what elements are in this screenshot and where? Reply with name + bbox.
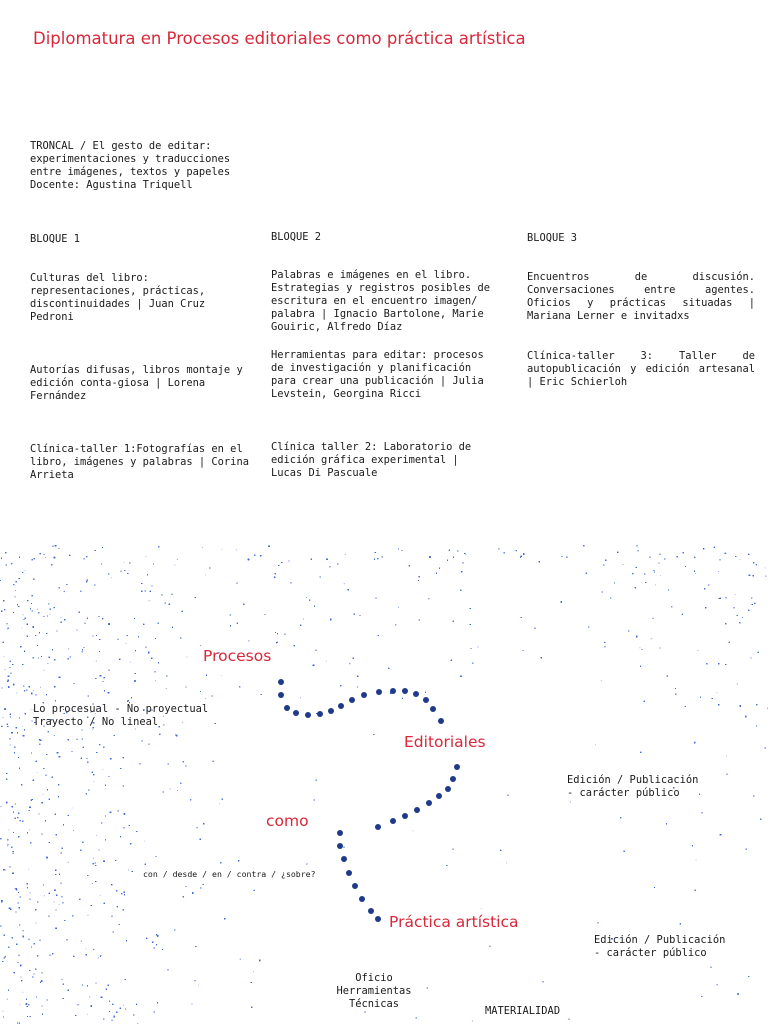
bloque-2-item: Herramientas para editar: procesos de investigación y planificación para crear una publicación | Julia Levstein, Georgina Ricci — [271, 349, 484, 400]
bloque-3-item: Encuentros de discusión. Conversaciones entre agentes. Oficios y prácticas situadas | Mariana Lerner e invitadxs — [527, 271, 755, 322]
note-preposiciones: con / desde / en / contra / ¿sobre? — [143, 869, 316, 879]
note-line: Edición / Publicación — [567, 774, 699, 786]
note-edicion-b — [594, 934, 725, 960]
word-editoriales: Editoriales — [404, 733, 486, 751]
troncal-line: TRONCAL / El gesto de editar: — [30, 140, 212, 152]
note-line: Trayecto / No lineal — [33, 716, 159, 728]
bloque-3-item: Clínica-taller 3: Taller de autopublicación y edición artesanal | Eric Schierloh — [527, 350, 755, 388]
word-practica: Práctica artística — [389, 913, 519, 931]
troncal-line: entre imágenes, textos y papeles — [30, 166, 231, 178]
path-dot — [337, 843, 343, 849]
path-dot — [426, 800, 432, 806]
path-dot — [390, 818, 396, 824]
path-dot — [278, 679, 284, 685]
bloque-3-heading: BLOQUE 3 — [527, 232, 578, 244]
path-dot — [414, 807, 420, 813]
path-dot — [284, 705, 290, 711]
note-edicion-a — [567, 774, 698, 800]
path-dot — [359, 896, 365, 902]
word-procesos: Procesos — [203, 647, 272, 665]
note-line: Herramientas — [336, 985, 412, 997]
path-dot — [278, 692, 284, 698]
path-dot — [361, 692, 367, 698]
path-dot — [376, 689, 382, 695]
path-dot — [436, 793, 442, 799]
note-materialidad: MATERIALIDAD — [485, 1005, 561, 1017]
note-line: Lo procesual - No proyectual — [33, 703, 209, 715]
path-dot — [390, 688, 396, 694]
path-dot — [454, 764, 460, 770]
bloque-2-item: Palabras e imágenes en el libro. Estrategias y registros posibles de escritura en el encuentro imagen/ palabra | Ignacio Bartolone, Marie Gouiric, Alfredo Díaz — [271, 269, 490, 333]
note-line: Edición / Publicación — [594, 934, 726, 946]
path-dot — [341, 856, 347, 862]
note-oficio — [334, 972, 414, 1011]
path-dot — [368, 908, 374, 914]
path-dot — [352, 883, 358, 889]
path-dot — [402, 688, 408, 694]
path-dot — [349, 697, 355, 703]
path-dot — [305, 712, 311, 718]
bloque-2-item: Clínica taller 2: Laboratorio de edición gráfica experimental | Lucas Di Pascuale — [271, 441, 472, 479]
path-dot — [293, 710, 299, 716]
bloque-1-item: Clínica-taller 1:Fotografías en el libro, imágenes y palabras | Corina Arrieta — [30, 443, 249, 481]
path-dot — [375, 824, 381, 830]
note-line: Técnicas — [348, 998, 400, 1010]
path-dot — [338, 703, 344, 709]
path-dot — [450, 776, 456, 782]
path-dot — [346, 870, 352, 876]
bloque-1-item: Culturas del libro: representaciones, prácticas, discontinuidades | Juan Cruz Pedroni — [30, 272, 206, 323]
path-dot — [328, 708, 334, 714]
path-dot — [438, 718, 444, 724]
note-line: Oficio — [355, 972, 393, 984]
troncal-line: experimentaciones y traducciones — [30, 153, 231, 165]
word-como: como — [266, 812, 309, 830]
note-procesual — [33, 703, 208, 729]
page-title: Diplomatura en Procesos editoriales como práctica artística — [33, 29, 526, 48]
path-dot — [445, 786, 451, 792]
bloque-1-item: Autorías difusas, libros montaje y edición conta-giosa | Lorena Fernández — [30, 364, 243, 402]
troncal-line: Docente: Agustina Triquell — [30, 179, 193, 191]
path-dot — [413, 691, 419, 697]
bloque-2-heading: BLOQUE 2 — [271, 231, 322, 243]
note-line: - carácter público — [594, 947, 707, 959]
bloque-1-heading: BLOQUE 1 — [30, 233, 81, 245]
note-line: - carácter público — [567, 787, 680, 799]
path-dot — [423, 697, 429, 703]
path-dot — [402, 813, 408, 819]
path-dot — [375, 916, 381, 922]
path-dot — [317, 711, 323, 717]
path-dot — [430, 706, 436, 712]
path-dot — [337, 830, 343, 836]
